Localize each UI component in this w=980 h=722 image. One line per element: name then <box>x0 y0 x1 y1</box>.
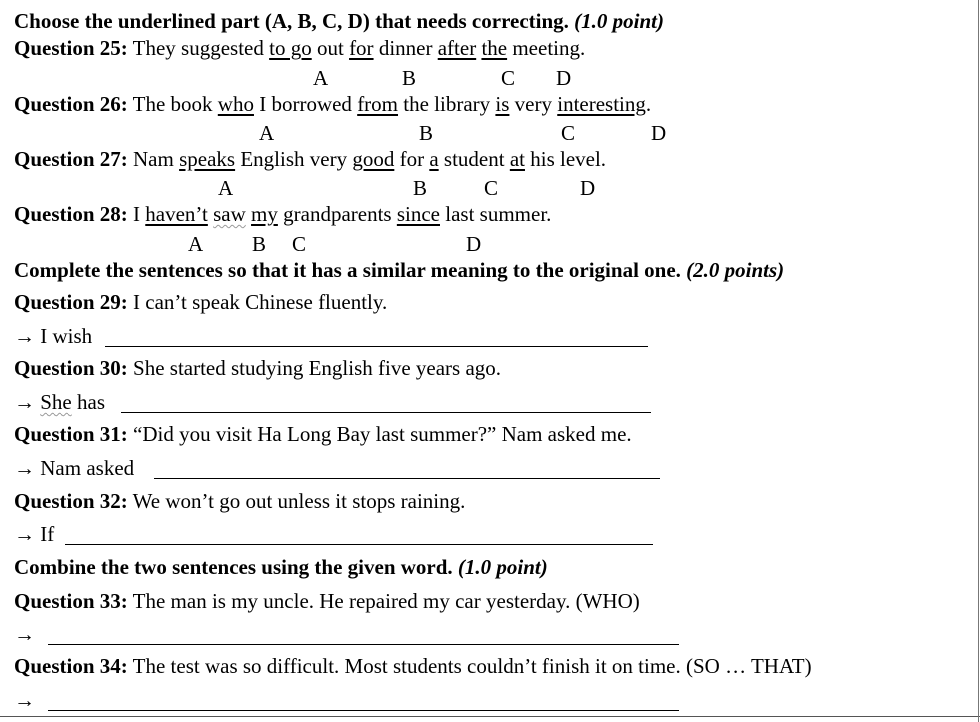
question-label: Question 32: <box>14 489 128 513</box>
underlined-part-a: who <box>217 92 254 116</box>
page-border-right <box>978 0 979 722</box>
question-text: The test was so difficult. Most students couldn’t finish it on time. (SO … THAT) <box>132 654 812 678</box>
question-29 <box>14 289 387 315</box>
question-label: Question 25: <box>14 36 128 60</box>
question-27 <box>14 146 606 172</box>
underlined-part-c: after <box>437 36 477 60</box>
sentence-text: out <box>311 36 350 60</box>
sentence-text: dinner <box>373 36 438 60</box>
answer-prompt: → <box>14 688 35 712</box>
section-3-points: (1.0 point) <box>457 555 548 579</box>
sentence-text: English very <box>235 147 353 171</box>
question-text: She started studying English five years ago. <box>133 356 502 380</box>
underlined-part-a: to go <box>269 36 312 60</box>
sentence-text: student <box>438 147 510 171</box>
option-d-label: D <box>556 66 572 90</box>
underlined-part-c: my <box>251 202 278 226</box>
answer-prompt <box>14 389 105 415</box>
option-a-label: A <box>259 121 275 145</box>
underlined-part-a: haven’t <box>145 202 208 226</box>
section-2-heading <box>14 257 784 283</box>
option-d-label: D <box>466 232 482 256</box>
question-33 <box>14 588 640 614</box>
underlined-part-a: speaks <box>179 147 236 171</box>
sentence-text: The book <box>132 92 218 116</box>
answer-line[interactable] <box>48 644 679 645</box>
sentence-text: They suggested <box>132 36 270 60</box>
underlined-part-b: from <box>357 92 399 116</box>
question-text: I can’t speak Chinese fluently. <box>133 290 388 314</box>
sentence-text: meeting. <box>507 36 586 60</box>
answer-line[interactable] <box>105 346 648 347</box>
answer-line[interactable] <box>65 544 653 545</box>
option-a-label: A <box>188 232 204 256</box>
option-c-label: C <box>292 232 307 256</box>
question-text: “Did you visit Ha Long Bay last summer?” Nam asked me. <box>133 422 632 446</box>
sentence-text: grandparents <box>277 202 397 226</box>
section-3-heading <box>14 554 548 580</box>
question-text: We won’t go out unless it stops raining. <box>132 489 466 513</box>
answer-line[interactable] <box>48 710 679 711</box>
underlined-part-c: is <box>495 92 510 116</box>
option-d-label: D <box>580 176 596 200</box>
option-d-label: D <box>651 121 667 145</box>
question-26 <box>14 91 651 117</box>
answer-prompt: → If <box>14 522 55 546</box>
option-b-label: B <box>413 176 428 200</box>
prompt-verb: has <box>71 390 105 414</box>
option-a-label: A <box>218 176 234 200</box>
option-c-label: C <box>561 121 576 145</box>
answer-prompt: → I wish <box>14 324 93 348</box>
underlined-part-b: saw <box>213 202 246 226</box>
page-border-bottom <box>0 716 980 717</box>
question-label: Question 30: <box>14 356 128 380</box>
answer-line[interactable] <box>121 412 651 413</box>
question-label: Question 31: <box>14 422 128 446</box>
underlined-part-d: since <box>396 202 440 226</box>
section-3-instruction: Combine the two sentences using the given word. <box>14 555 453 579</box>
underlined-part-b: for <box>349 36 374 60</box>
section-1-heading <box>14 8 664 34</box>
sentence-text: the library <box>398 92 496 116</box>
question-label: Question 33: <box>14 589 128 613</box>
question-label: Question 34: <box>14 654 128 678</box>
sentence-text: . <box>645 92 652 116</box>
question-25 <box>14 35 585 61</box>
underlined-part-d: at <box>509 147 525 171</box>
question-34 <box>14 653 812 679</box>
sentence-text: I <box>133 202 146 226</box>
underlined-part-c: a <box>429 147 439 171</box>
option-b-label: B <box>419 121 434 145</box>
question-label: Question 29: <box>14 290 128 314</box>
underlined-part-d: interesting <box>557 92 646 116</box>
section-2-instruction: Complete the sentences so that it has a similar meaning to the original one. <box>14 258 681 282</box>
section-1-points: (1.0 point) <box>574 9 665 33</box>
underlined-part-b: good <box>352 147 395 171</box>
sentence-text: very <box>509 92 558 116</box>
option-a-label: A <box>313 66 329 90</box>
question-label: Question 28: <box>14 202 128 226</box>
sentence-text: last summer. <box>440 202 552 226</box>
sentence-text: for <box>394 147 430 171</box>
prompt-subject: She <box>40 390 72 414</box>
question-32 <box>14 488 465 514</box>
question-label: Question 26: <box>14 92 128 116</box>
underlined-part-d: the <box>481 36 508 60</box>
question-text: The man is my uncle. He repaired my car yesterday. (WHO) <box>132 589 640 613</box>
answer-prompt: → Nam asked <box>14 456 135 480</box>
option-c-label: C <box>484 176 499 200</box>
question-label: Question 27: <box>14 147 128 171</box>
answer-prompt: → <box>14 622 35 646</box>
question-30 <box>14 355 501 381</box>
question-31 <box>14 421 632 447</box>
section-2-points: (2.0 points) <box>686 258 785 282</box>
sentence-text: Nam <box>133 147 180 171</box>
section-1-instruction: Choose the underlined part (A, B, C, D) that needs correcting. <box>14 9 569 33</box>
option-b-label: B <box>402 66 417 90</box>
option-c-label: C <box>501 66 516 90</box>
arrow-text: → <box>14 390 41 414</box>
sentence-text: his level. <box>524 147 607 171</box>
question-28 <box>14 201 551 227</box>
sentence-text: I borrowed <box>253 92 358 116</box>
option-b-label: B <box>252 232 267 256</box>
answer-line[interactable] <box>154 478 660 479</box>
